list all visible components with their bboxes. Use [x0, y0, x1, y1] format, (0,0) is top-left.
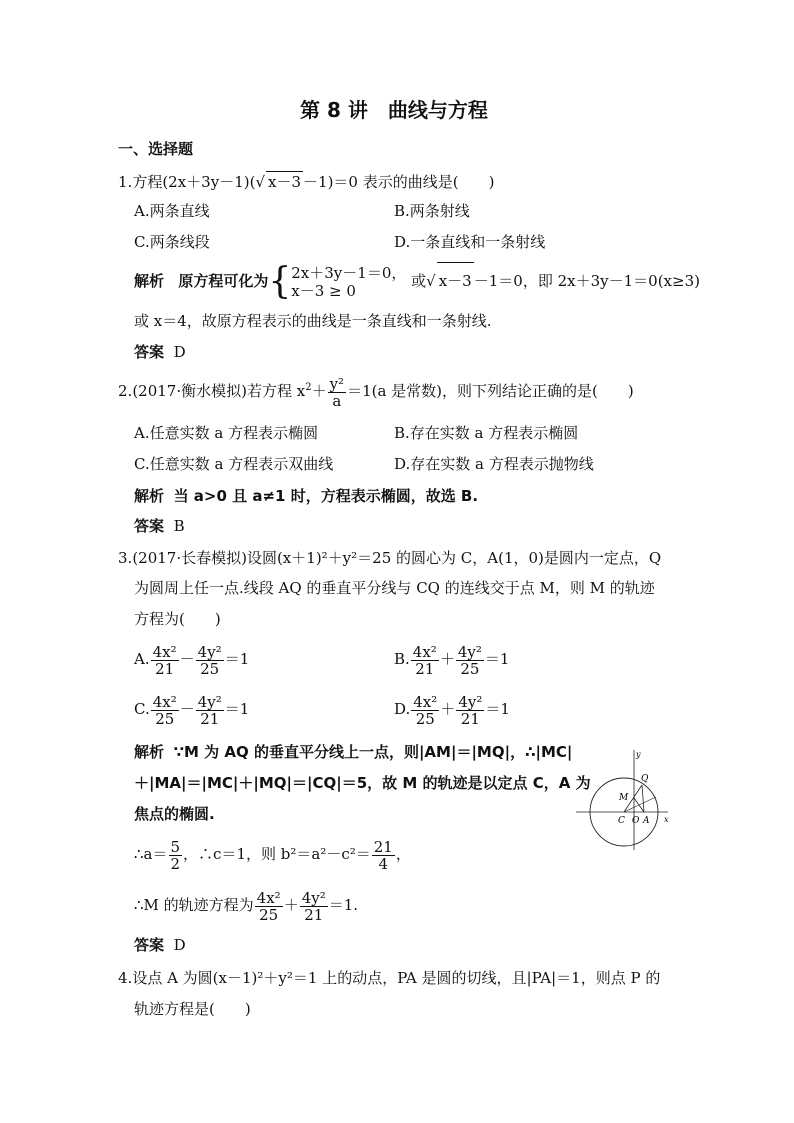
q1-analysis-text-1: 原方程可化为 — [178, 272, 269, 290]
rhs: ＝1 — [485, 700, 510, 718]
q1-option-b: B.两条射线 — [394, 202, 470, 220]
q3-option-c — [134, 690, 249, 728]
question-3-stem-line-3: 方程为( ) — [134, 610, 221, 628]
sqrt-symbol: √ — [255, 173, 266, 191]
text: ∴M 的轨迹方程为 — [134, 896, 254, 914]
page-title: 第 8 讲 曲线与方程 — [300, 98, 488, 122]
system-line-2: x－3 ≥ 0 — [291, 282, 356, 300]
q3-answer-line — [134, 935, 186, 955]
section-heading: 一、选择题 — [118, 140, 194, 158]
q2-analysis: 当 a>0 且 a≠1 时，方程表示椭圆，故选 B. — [173, 487, 479, 505]
frac-den: 25 — [460, 659, 480, 678]
question-number: 3. — [118, 549, 133, 567]
q1-answer-line — [134, 342, 186, 362]
system-line-1: 2x＋3y－1＝0， — [291, 264, 407, 282]
answer-label: 答案 — [134, 343, 165, 361]
q3-analysis-line-1 — [134, 742, 572, 762]
fraction — [411, 694, 439, 727]
q2-option-a: A.任意实数 a 方程表示椭圆 — [134, 424, 319, 442]
fraction — [456, 694, 484, 727]
label-c: C — [618, 816, 625, 826]
q1-analysis-text-2: 或 — [411, 272, 427, 290]
q2-stem-2: ＝1(a 是常数)，则下列结论正确的是( ) — [347, 382, 634, 400]
fraction — [411, 644, 439, 677]
equation-system — [291, 264, 406, 300]
fraction — [255, 890, 283, 923]
text: ， — [395, 845, 411, 863]
rhs: ＝1 — [224, 700, 250, 718]
frac-den: 4 — [378, 854, 389, 873]
question-4-stem-line-1 — [118, 968, 660, 988]
frac-den: 21 — [304, 905, 324, 924]
rhs: ＝1 — [484, 650, 510, 668]
frac-den: 2 — [170, 854, 181, 873]
analysis-label: 解析 — [134, 272, 165, 290]
q1-stem-mid: (2x＋3y－1)( — [162, 173, 256, 191]
option-label: C. — [134, 700, 150, 718]
q2-option-c: C.任意实数 a 方程表示双曲线 — [134, 455, 334, 473]
segment-aq — [642, 785, 644, 812]
operator: ＋ — [439, 650, 455, 668]
label-y: y — [636, 750, 641, 759]
q1-stem-suffix: －1)＝0 表示的曲线是( ) — [303, 173, 495, 191]
fraction — [151, 644, 179, 677]
q3-analysis-line-4 — [134, 834, 411, 874]
frac-num: 4x² — [152, 692, 177, 711]
operator: － — [179, 700, 195, 718]
q2-fraction — [328, 376, 347, 409]
q1-analysis-text-3: －1＝0，即 2x＋3y－1＝0(x≥3) — [473, 272, 700, 290]
q1-option-d: D.一条直线和一条射线 — [394, 233, 546, 251]
question-number: 4. — [118, 969, 133, 987]
q1-option-a: A.两条直线 — [134, 202, 210, 220]
sqrt-symbol: √ — [426, 272, 436, 290]
q3-option-a — [134, 640, 249, 678]
question-number: 2. — [118, 382, 133, 400]
frac-num: 4y² — [457, 642, 482, 661]
frac-num: 4y² — [197, 692, 222, 711]
q3-answer: D — [173, 936, 186, 954]
q3-option-d — [394, 690, 510, 728]
frac-den: 25 — [200, 659, 220, 678]
fraction — [196, 644, 224, 677]
operator: － — [179, 650, 195, 668]
q2-answer: B — [173, 517, 185, 535]
q2-analysis-line — [134, 486, 478, 506]
answer-label: 答案 — [134, 936, 165, 954]
answer-label: 答案 — [134, 517, 165, 535]
q2-frac-num: y² — [329, 374, 345, 393]
frac-den: 21 — [155, 659, 175, 678]
question-3-stem-line-2: 为圆周上任一点.线段 AQ 的垂直平分线与 CQ 的连线交于点 M，则 M 的轨迹 — [134, 579, 655, 597]
frac-num: 4y² — [197, 642, 222, 661]
left-brace: { — [268, 261, 292, 302]
frac-den: 21 — [460, 709, 480, 728]
fraction — [151, 694, 179, 727]
fraction — [300, 890, 328, 923]
question-2-stem: 2.(2017·衡水模拟)若方程 $x^2+$ $\frac{\text{y²}}{a}$ ＝1(a 是常数)，则下列结论正确的是( ) — [118, 374, 634, 410]
frac-den: 21 — [200, 709, 220, 728]
frac-den: 25 — [415, 709, 435, 728]
q3-option-b — [394, 640, 509, 678]
frac-num: 21 — [373, 837, 393, 856]
q3-stem-1: (2017·长春模拟)设圆(x＋1)²＋y²＝25 的圆心为 C，A(1，0)是圆内一定点，Q — [132, 549, 662, 567]
option-label: B. — [394, 650, 410, 668]
analysis-label: 解析 — [134, 487, 165, 505]
operator: ＋ — [283, 896, 299, 914]
q3-analysis-line-5 — [134, 885, 358, 925]
fraction — [456, 644, 484, 677]
q1-sqrt-content: x－3 — [268, 173, 302, 191]
frac-num: 4y² — [458, 692, 483, 711]
q2-frac-den: a — [332, 391, 342, 410]
fraction — [372, 839, 395, 872]
text: ，∴c＝1，则 b²＝a²－c²＝ — [183, 845, 371, 863]
frac-num: 5 — [170, 837, 181, 856]
operator: ＋ — [440, 700, 456, 718]
label-x: x — [664, 815, 669, 824]
option-label: A. — [134, 650, 150, 668]
question-3-stem-line-1 — [118, 548, 661, 568]
label-q: Q — [641, 774, 649, 784]
frac-den: 25 — [155, 709, 175, 728]
rhs: ＝1 — [224, 650, 250, 668]
superscript-2: 2 — [305, 382, 312, 393]
q2-option-d: D.存在实数 a 方程表示抛物线 — [394, 455, 594, 473]
label-a: A — [643, 816, 650, 826]
text: ∴a＝ — [134, 845, 168, 863]
ellipse-diagram — [576, 748, 676, 850]
question-1-stem — [118, 171, 494, 192]
q1-answer: D — [173, 343, 186, 361]
label-o: O — [632, 816, 640, 826]
q4-stem-1: 设点 A 为圆(x－1)²＋y²＝1 上的动点，PA 是圆的切线，且|PA|＝1，则点 P 的 — [132, 969, 661, 987]
q1-analysis-sqrt: x－3 — [437, 262, 474, 299]
q1-option-c: C.两条线段 — [134, 233, 210, 251]
frac-num: 4x² — [256, 888, 281, 907]
q1-stem-prefix: 方程 — [132, 173, 163, 191]
q3-analysis-1: ∵M 为 AQ 的垂直平分线上一点，则|AM|＝|MQ|，∴|MC| — [173, 743, 573, 761]
question-4-stem-line-2: 轨迹方程是( ) — [134, 1000, 251, 1018]
segment-ma — [634, 798, 644, 812]
frac-num: 4x² — [412, 642, 437, 661]
frac-num: 4y² — [301, 888, 326, 907]
q1-analysis-line-1 — [134, 262, 700, 300]
q2-stem-1: (2017·衡水模拟)若方程 x — [132, 382, 306, 400]
analysis-label: 解析 — [134, 743, 165, 761]
q2-answer-line — [134, 516, 185, 536]
option-label: D. — [394, 700, 411, 718]
text: ＝1. — [328, 896, 359, 914]
q3-analysis-line-3: 焦点的椭圆. — [134, 805, 215, 823]
frac-den: 25 — [259, 905, 279, 924]
label-m: M — [619, 793, 629, 803]
frac-num: 4x² — [152, 642, 177, 661]
q3-analysis-line-2: ＋|MA|＝|MC|＋|MQ|＝|CQ|＝5，故 M 的轨迹是以定点 C，A 为 — [134, 774, 591, 792]
fraction — [196, 694, 224, 727]
frac-den: 21 — [415, 659, 435, 678]
fraction — [169, 839, 183, 872]
q2-option-b: B.存在实数 a 方程表示椭圆 — [394, 424, 579, 442]
q1-analysis-line-2: 或 x＝4，故原方程表示的曲线是一条直线和一条射线. — [134, 312, 492, 330]
frac-num: 4x² — [413, 692, 438, 711]
question-number: 1. — [118, 173, 133, 191]
